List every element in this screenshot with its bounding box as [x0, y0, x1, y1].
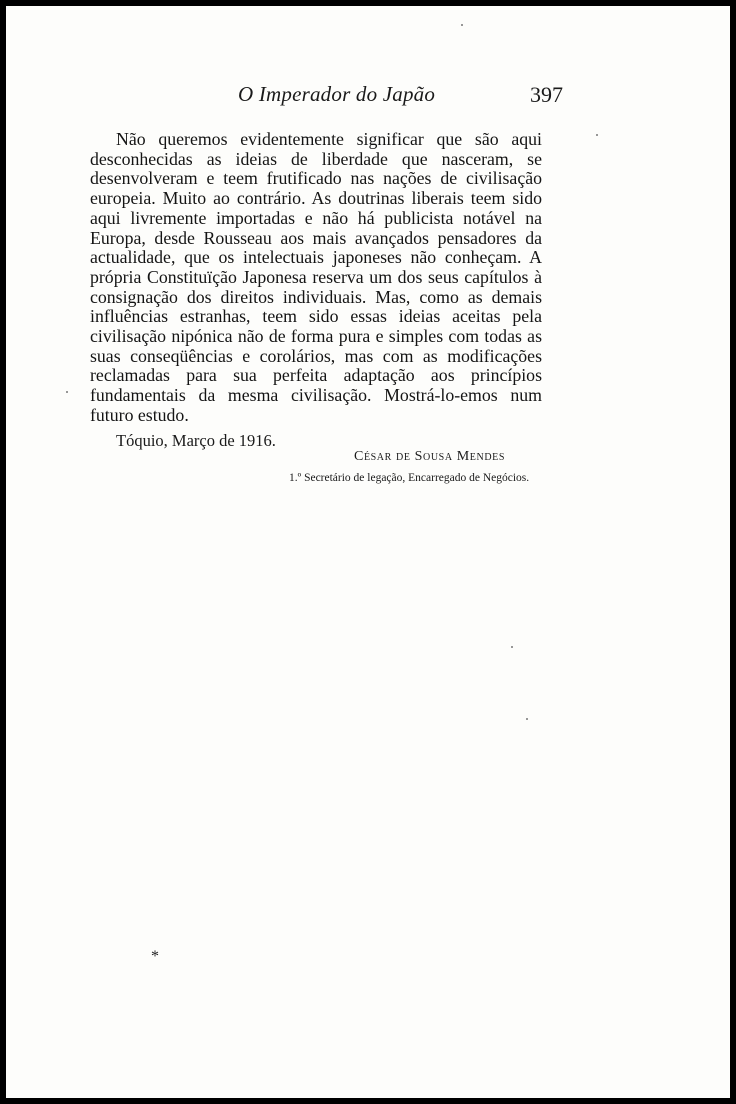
print-speck	[66, 391, 68, 393]
author-role: 1.º Secretário de legação, Encarregado de Negócios.	[289, 472, 530, 484]
running-title: O Imperador do Japão	[238, 82, 436, 106]
print-speck	[596, 134, 598, 136]
book-page	[6, 6, 730, 1098]
print-speck	[511, 646, 513, 648]
page-number: 397	[530, 82, 563, 107]
print-speck	[526, 718, 528, 720]
body-paragraph: Não queremos evidentemente significar que são aqui desconhecidas as ideias de liberdade que nasceram, se desenvolveram e teem frutificado nas nações de civilisação europeia. Muito ao contrário. As doutrinas liberais teem sido aqui livremente importadas e não há publicista notável na Europa, desde Rousseau aos mais avançados pensadores da actualidade, que os intelectuais japoneses não conheçam. A própria Constituïção Japonesa reserva um dos seus capítulos à consignação dos direitos individuais. Mas, como as demais influências estranhas, teem sido essas ideias aceitas pela civilisação nipónica não de forma pura e simples com todas as suas conseqüências e corolários, mas com as modificações reclamadas para sua perfeita adaptação aos princípios fundamentais da mesma civilisação. Mostrá-lo-emos num futuro estudo.	[90, 129, 542, 425]
page-header	[6, 82, 730, 112]
print-speck	[461, 24, 463, 26]
footer-mark: *	[151, 948, 159, 965]
author-signature: César de Sousa Mendes	[354, 449, 506, 464]
dateline: Tóquio, Março de 1916.	[116, 431, 276, 450]
